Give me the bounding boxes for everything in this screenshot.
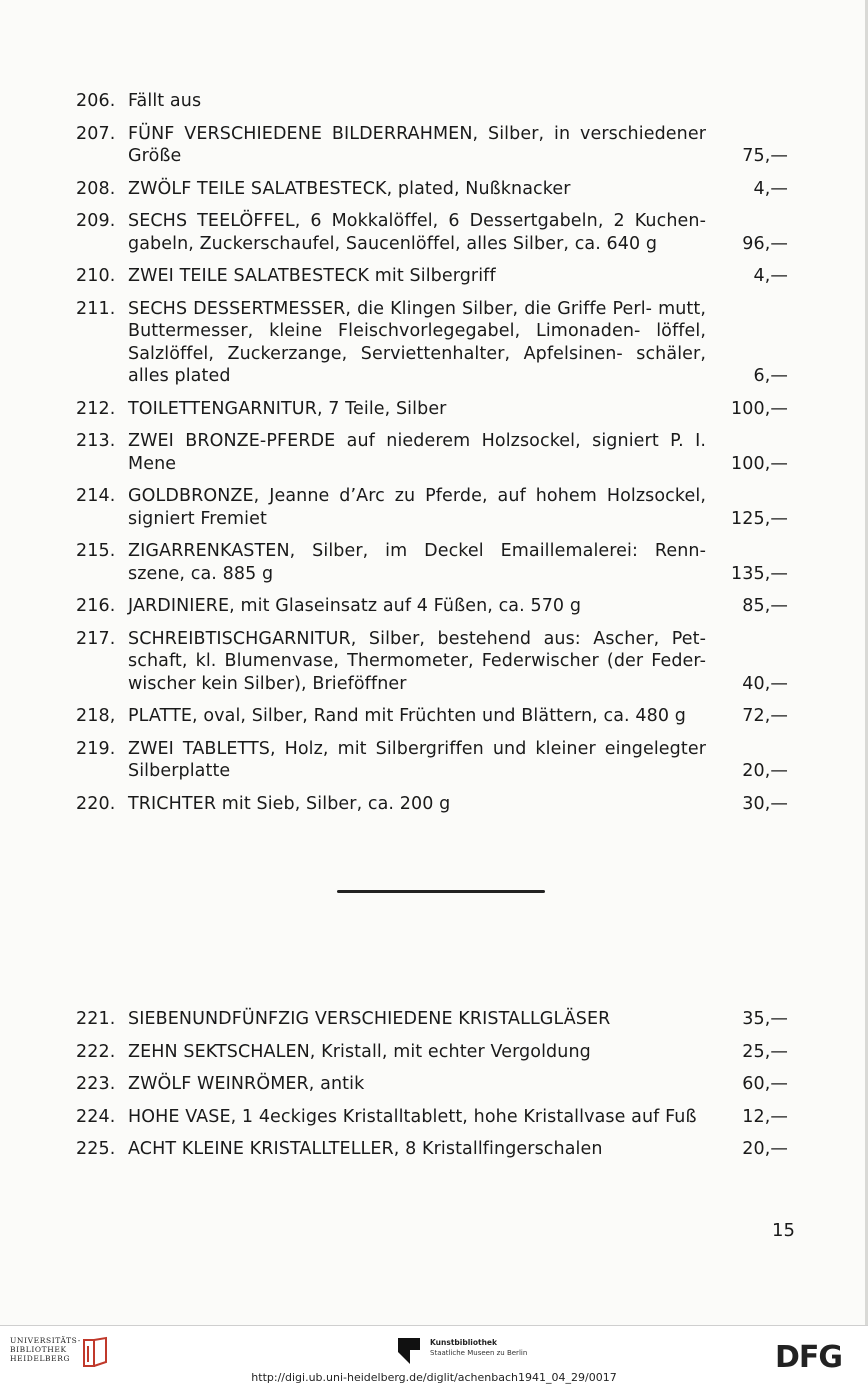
lot-number: 222. [76, 1041, 116, 1062]
lot-description: ZWEI BRONZE-PFERDE auf niederem Holzsockel, signiert P. I. Mene [128, 431, 706, 474]
catalog-entry [76, 90, 788, 113]
lot-description: SIEBENUNDFÜNFZIG VERSCHIEDENE KRISTALLGLÄSER [128, 1009, 611, 1029]
lot-description: ACHT KLEINE KRISTALLTELLER, 8 Kristallfingerschalen [128, 1139, 603, 1159]
lot-price: 60,— [742, 1074, 788, 1094]
lot-price: 125,— [731, 508, 788, 529]
lot-description: JARDINIERE, mit Glaseinsatz auf 4 Füßen, ca. 570 g [128, 596, 582, 616]
section-divider [337, 890, 545, 893]
lot-number: 208. [76, 178, 116, 199]
catalog-entry [76, 540, 788, 585]
heidelberg-library-wordmark [10, 1336, 81, 1363]
lot-description: ZEHN SEKTSCHALEN, Kristall, mit echter Vergoldung [128, 1041, 591, 1062]
catalog-entry [76, 595, 788, 618]
lot-price: 25,— [742, 1041, 788, 1062]
lot-number: 220. [76, 793, 116, 814]
wordmark-line: HEIDELBERG [10, 1354, 71, 1363]
library-emblem-icon [80, 1336, 110, 1370]
lot-number: 213. [76, 431, 116, 451]
lot-description: FÜNF VERSCHIEDENE BILDERRAHMEN, Silber, in verschiedener Größe [128, 123, 706, 166]
catalog-entry [76, 430, 788, 475]
lot-number: 211. [76, 298, 116, 319]
lot-number: 217. [76, 628, 116, 649]
catalog-entry [76, 1138, 788, 1161]
lot-number: 221. [76, 1009, 116, 1029]
lot-price: 100,— [731, 398, 788, 419]
wordmark-line: UNIVERSITÄTS- [10, 1336, 81, 1345]
lot-description: Fällt aus [128, 91, 202, 111]
lot-description: SECHS TEELÖFFEL, 6 Mokkalöffel, 6 Dessertgabeln, 2 Kuchen- gabeln, Zuckerschaufel, Saucenlöffel, alles Silber, ca. 640 g [128, 211, 706, 254]
lot-price: 85,— [742, 596, 788, 616]
lot-description: ZIGARRENKASTEN, Silber, im Deckel Emaillemalerei: Renn- szene, ca. 885 g [128, 541, 706, 584]
kunstbibliothek-subtitle: Staatliche Museen zu Berlin [430, 1349, 528, 1357]
lot-number: 224. [76, 1106, 116, 1127]
lot-description: HOHE VASE, 1 4eckiges Kristalltablett, hohe Kristallvase auf Fuß [128, 1106, 697, 1127]
catalog-entry [76, 738, 788, 783]
catalog-section-silver [76, 90, 788, 825]
lot-description: TOILETTENGARNITUR, 7 Teile, Silber [128, 398, 447, 419]
lot-description: SCHREIBTISCHGARNITUR, Silber, bestehend aus: Ascher, Pet- schaft, kl. Blumenvase, Thermometer, Federwischer (der Feder- wischer kein Silber), Brieföffner [128, 628, 706, 694]
lot-price [706, 90, 788, 113]
lot-description: PLATTE, oval, Silber, Rand mit Früchten und Blättern, ca. 480 g [128, 706, 686, 726]
lot-number: 210. [76, 266, 116, 286]
lot-number: 206. [76, 91, 116, 111]
lot-number: 215. [76, 541, 116, 561]
catalog-entry [76, 1008, 788, 1031]
lot-description: ZWEI TEILE SALATBESTECK mit Silbergriff [128, 266, 496, 286]
lot-price: 35,— [742, 1009, 788, 1029]
lot-price: 12,— [742, 1106, 788, 1127]
kunstbibliothek-logo[interactable] [398, 1336, 578, 1372]
lot-number: 225. [76, 1139, 116, 1159]
catalog-entry [76, 123, 788, 168]
lot-number: 219. [76, 738, 116, 759]
catalog-entry [76, 1041, 788, 1064]
catalog-entry [76, 398, 788, 421]
lot-number: 212. [76, 398, 116, 419]
lot-price: 20,— [742, 1139, 788, 1159]
catalog-entry [76, 485, 788, 530]
lot-price: 100,— [731, 453, 788, 474]
lot-description: ZWEI TABLETTS, Holz, mit Silbergriffen und kleiner eingelegter Silberplatte [128, 738, 706, 781]
page-number: 15 [772, 1220, 795, 1241]
lot-number: 214. [76, 486, 116, 506]
source-url-link[interactable]: http://digi.ub.uni-heidelberg.de/diglit/achenbach1941_04_29/0017 [251, 1371, 617, 1384]
kunstbibliothek-emblem-icon [398, 1338, 420, 1364]
lot-price: 75,— [742, 146, 788, 166]
lot-description: SECHS DESSERTMESSER, die Klingen Silber, die Griffe Perl- mutt, Buttermesser, kleine Fleischvorlegegabel, Limonaden- löffel, Salzlöffel, Zuckerzange, Serviettenhalter, Apfelsinen- schäler, alles plated [128, 298, 706, 386]
catalog-entry [76, 1073, 788, 1096]
lot-price: 30,— [742, 793, 788, 814]
lot-price: 40,— [742, 673, 788, 694]
lot-number: 218, [76, 706, 116, 726]
lot-number: 216. [76, 596, 116, 616]
lot-price: 72,— [742, 706, 788, 726]
catalog-entry [76, 793, 788, 816]
catalog-section-crystal [76, 1008, 788, 1171]
lot-price: 96,— [742, 233, 788, 254]
lot-price: 6,— [753, 366, 788, 386]
wordmark-line: BIBLIOTHEK [10, 1345, 67, 1354]
lot-price: 20,— [742, 761, 788, 781]
catalog-entry [76, 705, 788, 728]
lot-number: 209. [76, 211, 116, 231]
dfg-logo[interactable]: DFG [775, 1340, 843, 1375]
lot-description: ZWÖLF WEINRÖMER, antik [128, 1074, 365, 1094]
lot-number: 207. [76, 123, 116, 144]
catalog-entry [76, 298, 788, 388]
lot-description: TRICHTER mit Sieb, Silber, ca. 200 g [128, 793, 451, 814]
lot-description: ZWÖLF TEILE SALATBESTECK, plated, Nußknacker [128, 178, 571, 199]
kunstbibliothek-title: Kunstbibliothek [430, 1338, 498, 1347]
catalog-entry [76, 210, 788, 255]
lot-number: 223. [76, 1074, 116, 1094]
catalog-entry [76, 178, 788, 201]
lot-description: GOLDBRONZE, Jeanne d’Arc zu Pferde, auf hohem Holzsockel, signiert Fremiet [128, 486, 706, 529]
lot-price: 4,— [753, 178, 788, 199]
catalog-entry [76, 1106, 788, 1129]
lot-price: 135,— [731, 563, 788, 584]
catalog-entry [76, 628, 788, 696]
heidelberg-library-logo[interactable] [10, 1336, 110, 1370]
catalog-entry [76, 265, 788, 288]
lot-price: 4,— [753, 266, 788, 286]
